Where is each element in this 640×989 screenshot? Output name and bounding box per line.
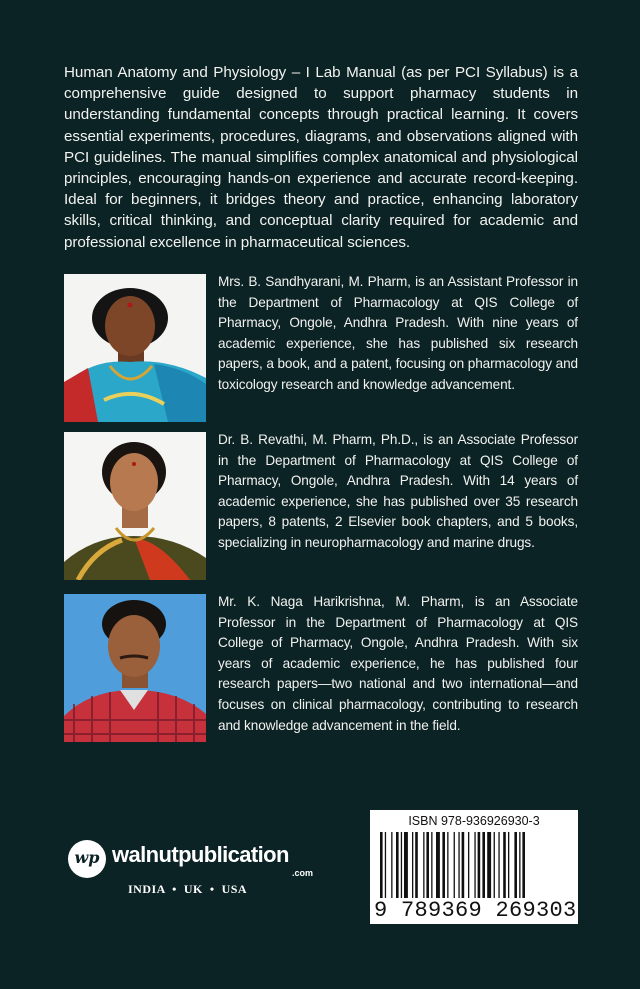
author-bio-3: Mr. K. Naga Harikrishna, M. Pharm, is an Associate Professor in the Department of Pharmacology at QIS College of Pharmacy, Ongole, Andhra Pradesh. With six years of academic experience, he has published four research papers—two national and two international—and focuses on clinical pharmacology, contributing to research and knowledge advancement in the field. <box>218 594 578 733</box>
author-block-3 <box>64 594 578 744</box>
author-photo-2 <box>64 432 206 580</box>
publisher-name: walnutpublication <box>112 842 289 867</box>
publisher-domain: .com <box>292 868 314 878</box>
walnut-logo-icon <box>68 840 106 878</box>
isbn-barcode <box>370 810 578 924</box>
book-description: Human Anatomy and Physiology – I Lab Manual (as per PCI Syllabus) is a comprehensive guide designed to support pharmacy students in understanding fundamental concepts through practical learning. It covers essential experiments, procedures, diagrams, and observations aligned with PCI guidelines. The manual simplifies complex anatomical and physiological principles, encouraging hands-on experience and accurate record-keeping. Ideal for beginners, it bridges theory and practice, enhancing laboratory skills, critical thinking, and conceptual clarity required for academic and professional excellence in pharmaceutical sciences. <box>64 64 578 251</box>
barcode-digits: 9 789369 269303 <box>374 898 577 923</box>
logo-mark-text: wp <box>74 848 100 867</box>
author-block-2 <box>64 432 578 582</box>
author-bio-2: Dr. B. Revathi, M. Pharm, Ph.D., is an Associate Professor in the Department of Pharmacology at QIS College of Pharmacy, Ongole, Andhra Pradesh. With 14 years of academic experience, she has published over 35 research papers, 8 patents, 2 Elsevier book chapters, and 5 books, specializing in neuropharmacology and marine drugs. <box>218 432 578 550</box>
author-block-1 <box>64 274 578 424</box>
author-photo-3 <box>64 594 206 742</box>
barcode-bars <box>380 832 568 900</box>
isbn-label: ISBN 978-936926930-3 <box>408 814 540 828</box>
publisher-regions: INDIA • UK • USA <box>128 882 248 896</box>
author-photo-1 <box>64 274 206 422</box>
publisher-logo <box>68 838 328 898</box>
author-bio-1: Mrs. B. Sandhyarani, M. Pharm, is an Assistant Professor in the Department of Pharmacology at QIS College of Pharmacy, Ongole, Andhra Pradesh. With nine years of academic experience, she has published six research papers, a book, and a patent, focusing on pharmacology and toxicology research and knowledge advancement. <box>218 274 578 392</box>
